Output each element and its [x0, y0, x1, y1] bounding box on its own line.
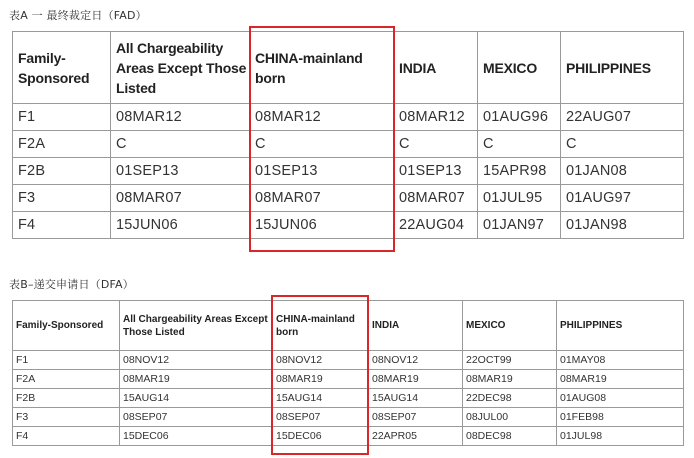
header-philippines: PHILIPPINES — [561, 32, 684, 104]
cell-all-chargeability: 08MAR19 — [120, 370, 273, 389]
cell-all-chargeability: 08MAR07 — [111, 185, 250, 212]
cell-china-mainland: 08MAR19 — [273, 370, 369, 389]
header-india: INDIA — [369, 301, 463, 351]
cell-mexico: 01JAN97 — [478, 212, 561, 239]
table-row — [13, 212, 684, 239]
cell-philippines: 01JUL98 — [557, 427, 684, 446]
table-a-caption: 表A 一 最终裁定日（FAD） — [9, 9, 147, 22]
header-philippines: PHILIPPINES — [557, 301, 684, 351]
cell-india: 22AUG04 — [394, 212, 478, 239]
cell-philippines: 01AUG08 — [557, 389, 684, 408]
cell-china-mainland: 15DEC06 — [273, 427, 369, 446]
cell-all-chargeability: 08MAR12 — [111, 104, 250, 131]
table-row — [13, 389, 684, 408]
table-row — [13, 351, 684, 370]
final-action-dates-table — [12, 31, 684, 239]
header-china-mainland: CHINA-mainland born — [250, 32, 394, 104]
cell-all-chargeability: 08NOV12 — [120, 351, 273, 370]
cell-philippines: 01FEB98 — [557, 408, 684, 427]
cell-philippines: C — [561, 131, 684, 158]
table-row — [13, 131, 684, 158]
cell-philippines: 01JAN08 — [561, 158, 684, 185]
cell-india: 08MAR07 — [394, 185, 478, 212]
table-row — [13, 185, 684, 212]
table-row — [13, 370, 684, 389]
cell-category: F2A — [13, 370, 120, 389]
cell-china-mainland: C — [250, 131, 394, 158]
cell-philippines: 01AUG97 — [561, 185, 684, 212]
cell-all-chargeability: C — [111, 131, 250, 158]
cell-all-chargeability: 15AUG14 — [120, 389, 273, 408]
cell-all-chargeability: 01SEP13 — [111, 158, 250, 185]
header-mexico: MEXICO — [463, 301, 557, 351]
table-row — [13, 427, 684, 446]
cell-china-mainland: 15AUG14 — [273, 389, 369, 408]
cell-category: F4 — [13, 212, 111, 239]
header-family-sponsored: Family-Sponsored — [13, 32, 111, 104]
cell-category: F2B — [13, 389, 120, 408]
cell-mexico: 22DEC98 — [463, 389, 557, 408]
cell-category: F3 — [13, 408, 120, 427]
table-b-caption: 表B–递交申请日（DFA） — [9, 278, 134, 291]
header-family-sponsored: Family-Sponsored — [13, 301, 120, 351]
table-row — [13, 408, 684, 427]
cell-mexico: 01JUL95 — [478, 185, 561, 212]
dates-for-filing-table — [12, 300, 684, 446]
cell-all-chargeability: 15JUN06 — [111, 212, 250, 239]
cell-philippines: 01JAN98 — [561, 212, 684, 239]
cell-china-mainland: 08SEP07 — [273, 408, 369, 427]
cell-india: 08SEP07 — [369, 408, 463, 427]
table-row — [13, 104, 684, 131]
cell-china-mainland: 01SEP13 — [250, 158, 394, 185]
cell-philippines: 08MAR19 — [557, 370, 684, 389]
cell-category: F3 — [13, 185, 111, 212]
cell-category: F2A — [13, 131, 111, 158]
header-china-mainland: CHINA-mainland born — [273, 301, 369, 351]
cell-china-mainland: 08MAR12 — [250, 104, 394, 131]
cell-india: 01SEP13 — [394, 158, 478, 185]
cell-india: C — [394, 131, 478, 158]
cell-mexico: 08MAR19 — [463, 370, 557, 389]
cell-mexico: 08DEC98 — [463, 427, 557, 446]
cell-china-mainland: 08NOV12 — [273, 351, 369, 370]
cell-india: 08MAR12 — [394, 104, 478, 131]
cell-china-mainland: 08MAR07 — [250, 185, 394, 212]
cell-india: 08NOV12 — [369, 351, 463, 370]
cell-india: 15AUG14 — [369, 389, 463, 408]
header-all-chargeability: All Chargeability Areas Except Those Listed — [111, 32, 250, 104]
cell-mexico: 15APR98 — [478, 158, 561, 185]
table-row — [13, 158, 684, 185]
header-india: INDIA — [394, 32, 478, 104]
cell-india: 08MAR19 — [369, 370, 463, 389]
cell-all-chargeability: 08SEP07 — [120, 408, 273, 427]
cell-mexico: 08JUL00 — [463, 408, 557, 427]
cell-category: F2B — [13, 158, 111, 185]
cell-india: 22APR05 — [369, 427, 463, 446]
cell-mexico: 01AUG96 — [478, 104, 561, 131]
cell-mexico: 22OCT99 — [463, 351, 557, 370]
cell-china-mainland: 15JUN06 — [250, 212, 394, 239]
cell-category: F1 — [13, 104, 111, 131]
cell-mexico: C — [478, 131, 561, 158]
header-mexico: MEXICO — [478, 32, 561, 104]
cell-philippines: 01MAY08 — [557, 351, 684, 370]
header-all-chargeability: All Chargeability Areas Except Those Listed — [120, 301, 273, 351]
cell-philippines: 22AUG07 — [561, 104, 684, 131]
table-header-row — [13, 32, 684, 104]
table-header-row — [13, 301, 684, 351]
cell-category: F4 — [13, 427, 120, 446]
cell-all-chargeability: 15DEC06 — [120, 427, 273, 446]
cell-category: F1 — [13, 351, 120, 370]
